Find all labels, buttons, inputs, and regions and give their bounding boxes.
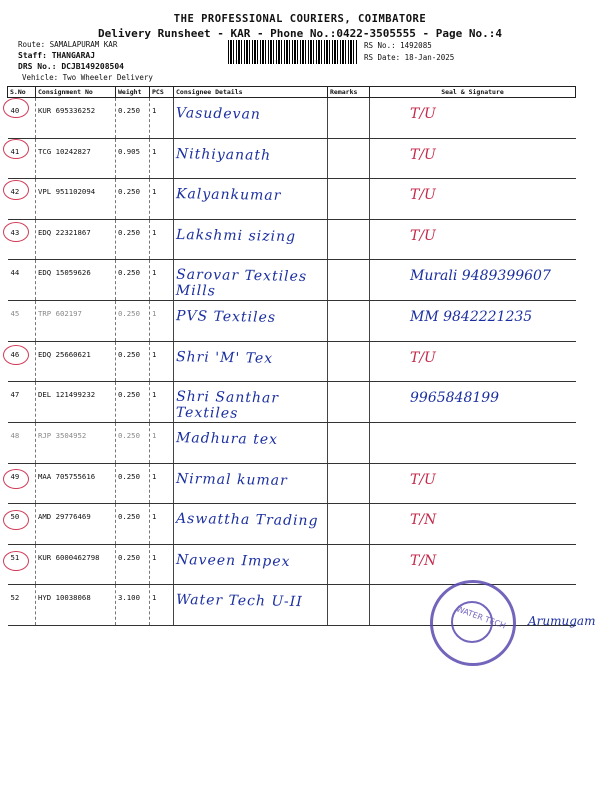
- consignee-cell: [174, 585, 328, 626]
- pcs-cell: 1: [150, 544, 174, 585]
- vehicle: Vehicle: Two Wheeler Delivery: [22, 73, 153, 82]
- table-row: [8, 504, 576, 545]
- sno-cell: 45: [8, 301, 36, 342]
- pcs-cell: 1: [150, 219, 174, 260]
- col-weight: Weight: [116, 87, 150, 98]
- pcs-cell: 1: [150, 463, 174, 504]
- consignment-cell: DEL 121499232: [36, 382, 116, 423]
- drs-number: DRS No.: DCJB149208504: [18, 62, 124, 71]
- remarks-cell: [328, 504, 370, 545]
- table-row: [8, 138, 576, 179]
- seal-signature: Murali 9489399607: [410, 268, 551, 284]
- col-consignee: Consignee Details: [174, 87, 328, 98]
- sno-cell: 41: [8, 138, 36, 179]
- seal-cell: [370, 260, 576, 301]
- weight-cell: 0.250: [116, 301, 150, 342]
- consignee-cell: [174, 423, 328, 464]
- remarks-cell: [328, 423, 370, 464]
- sno-circle-mark: [3, 510, 29, 530]
- consignment-cell: VPL 951102094: [36, 179, 116, 220]
- pcs-cell: 1: [150, 138, 174, 179]
- seal-signature: T/U: [410, 227, 436, 244]
- seal-signature: T/U: [410, 349, 436, 366]
- rs-date: RS Date: 18-Jan-2025: [364, 53, 455, 62]
- sno-circle-mark: [3, 222, 29, 242]
- table-row: [8, 98, 576, 139]
- consignee-handwriting: Nirmal kumar: [175, 470, 288, 489]
- table-row: [8, 463, 576, 504]
- sno-cell: 44: [8, 260, 36, 301]
- col-remarks: Remarks: [328, 87, 370, 98]
- sno-circle-mark: [3, 98, 29, 118]
- table-row: [8, 341, 576, 382]
- seal-cell: [370, 382, 576, 423]
- consignment-cell: EDQ 15059626: [36, 260, 116, 301]
- consignee-handwriting: Lakshmi sizing: [175, 226, 297, 245]
- pcs-cell: 1: [150, 423, 174, 464]
- sno-cell: 40: [8, 98, 36, 139]
- sno-circle-mark: [3, 469, 29, 489]
- consignee-handwriting: Madhura tex: [175, 430, 279, 448]
- seal-signature: T/N: [410, 512, 437, 528]
- runsheet-title: Delivery Runsheet - KAR - Phone No.:0422-3505555 - Page No.:4: [98, 27, 502, 40]
- seal-signature: T/U: [410, 106, 436, 122]
- seal-signature: 9965848199: [410, 390, 500, 406]
- consignment-cell: HYD 10038068: [36, 585, 116, 626]
- sno-cell: 48: [8, 423, 36, 464]
- seal-cell: [370, 98, 576, 139]
- consignee-cell: [174, 301, 328, 342]
- sno-cell: 43: [8, 219, 36, 260]
- consignee-handwriting: Sarovar Textiles Mills: [175, 266, 308, 300]
- pcs-cell: 1: [150, 260, 174, 301]
- remarks-cell: [328, 544, 370, 585]
- table-row: [8, 179, 576, 220]
- pcs-cell: 1: [150, 98, 174, 139]
- consignee-handwriting: Kalyankumar: [175, 186, 282, 204]
- remarks-cell: [328, 585, 370, 626]
- weight-cell: 0.250: [116, 382, 150, 423]
- consignee-cell: [174, 260, 328, 301]
- col-pcs: PCS: [150, 87, 174, 98]
- seal-cell: [370, 138, 576, 179]
- consignment-cell: TRP 602197: [36, 301, 116, 342]
- remarks-cell: [328, 98, 370, 139]
- company-name: THE PROFESSIONAL COURIERS, COIMBATORE: [173, 13, 427, 25]
- consignment-cell: RJP 3504952: [36, 423, 116, 464]
- seal-cell: [370, 341, 576, 382]
- consignment-cell: EDQ 22321867: [36, 219, 116, 260]
- sno-cell: 46: [8, 341, 36, 382]
- weight-cell: 0.250: [116, 463, 150, 504]
- consignment-cell: EDQ 25660621: [36, 341, 116, 382]
- weight-cell: 0.250: [116, 219, 150, 260]
- col-seal: Seal & Signature: [370, 87, 576, 98]
- consignee-cell: [174, 138, 328, 179]
- consignee-cell: [174, 98, 328, 139]
- seal-signature: T/N: [410, 552, 437, 569]
- consignee-handwriting: PVS Textiles: [175, 308, 277, 326]
- seal-cell: [370, 544, 576, 585]
- pcs-cell: 1: [150, 341, 174, 382]
- stamp-text: WATER TECH: [455, 604, 507, 631]
- route: Route: SAMALAPURAM KAR: [18, 40, 118, 49]
- seal-cell: [370, 423, 576, 464]
- consignee-handwriting: Shri 'M' Tex: [175, 348, 274, 367]
- weight-cell: 0.250: [116, 341, 150, 382]
- seal-signature: MM 9842221235: [410, 309, 533, 325]
- remarks-cell: [328, 341, 370, 382]
- consignment-cell: KUR 695336252: [36, 98, 116, 139]
- weight-cell: 0.250: [116, 423, 150, 464]
- consignment-cell: KUR 6000462798: [36, 544, 116, 585]
- weight-cell: 0.905: [116, 138, 150, 179]
- seal-cell: [370, 179, 576, 220]
- table-row: [8, 219, 576, 260]
- weight-cell: 0.250: [116, 98, 150, 139]
- pcs-cell: 1: [150, 301, 174, 342]
- seal-cell: [370, 301, 576, 342]
- remarks-cell: [328, 219, 370, 260]
- remarks-cell: [328, 179, 370, 220]
- table-row: [8, 423, 576, 464]
- seal-cell: [370, 463, 576, 504]
- seal-signature: T/U: [410, 471, 436, 488]
- remarks-cell: [328, 382, 370, 423]
- pcs-cell: 1: [150, 585, 174, 626]
- signature: Arumugam: [528, 614, 596, 628]
- consignment-cell: MAA 705755616: [36, 463, 116, 504]
- pcs-cell: 1: [150, 382, 174, 423]
- consignee-cell: [174, 341, 328, 382]
- consignee-cell: [174, 463, 328, 504]
- sno-cell: 50: [8, 504, 36, 545]
- remarks-cell: [328, 463, 370, 504]
- pcs-cell: 1: [150, 504, 174, 545]
- seal-signature: T/U: [410, 187, 436, 203]
- seal-cell: [370, 219, 576, 260]
- sno-cell: 52: [8, 585, 36, 626]
- delivery-table: [7, 86, 576, 626]
- consignee-cell: [174, 219, 328, 260]
- col-sno: S.No: [8, 87, 36, 98]
- consignee-handwriting: Vasudevan: [175, 105, 262, 123]
- consignee-cell: [174, 382, 328, 423]
- table-header-row: [8, 87, 576, 98]
- weight-cell: 0.250: [116, 260, 150, 301]
- remarks-cell: [328, 301, 370, 342]
- weight-cell: 0.250: [116, 504, 150, 545]
- consignee-handwriting: Shri Santhar Textiles: [175, 388, 280, 422]
- sno-cell: 51: [8, 544, 36, 585]
- rs-number: RS No.: 1492085: [364, 41, 432, 50]
- barcode: [228, 40, 358, 64]
- consignment-cell: AMD 29776469: [36, 504, 116, 545]
- remarks-cell: [328, 138, 370, 179]
- remarks-cell: [328, 260, 370, 301]
- consignee-handwriting: Naveen Impex: [175, 551, 291, 570]
- table-row: [8, 301, 576, 342]
- consignee-handwriting: Nithiyanath: [175, 145, 272, 164]
- consignee-cell: [174, 179, 328, 220]
- seal-signature: T/U: [410, 146, 436, 163]
- table-row: [8, 260, 576, 301]
- weight-cell: 0.250: [116, 544, 150, 585]
- consignee-cell: [174, 504, 328, 545]
- consignee-cell: [174, 544, 328, 585]
- staff: Staff: THANGARAJ: [18, 51, 96, 60]
- col-consignment: Consignment No: [36, 87, 116, 98]
- consignee-handwriting: Water Tech U-II: [175, 591, 303, 611]
- weight-cell: 0.250: [116, 179, 150, 220]
- sno-cell: 42: [8, 179, 36, 220]
- seal-cell: [370, 504, 576, 545]
- sno-cell: 47: [8, 382, 36, 423]
- weight-cell: 3.100: [116, 585, 150, 626]
- sno-cell: 49: [8, 463, 36, 504]
- consignment-cell: TCG 10242827: [36, 138, 116, 179]
- pcs-cell: 1: [150, 179, 174, 220]
- company-stamp: [430, 580, 516, 666]
- consignee-handwriting: Aswattha Trading: [175, 510, 319, 530]
- table-row: [8, 544, 576, 585]
- table-row: [8, 382, 576, 423]
